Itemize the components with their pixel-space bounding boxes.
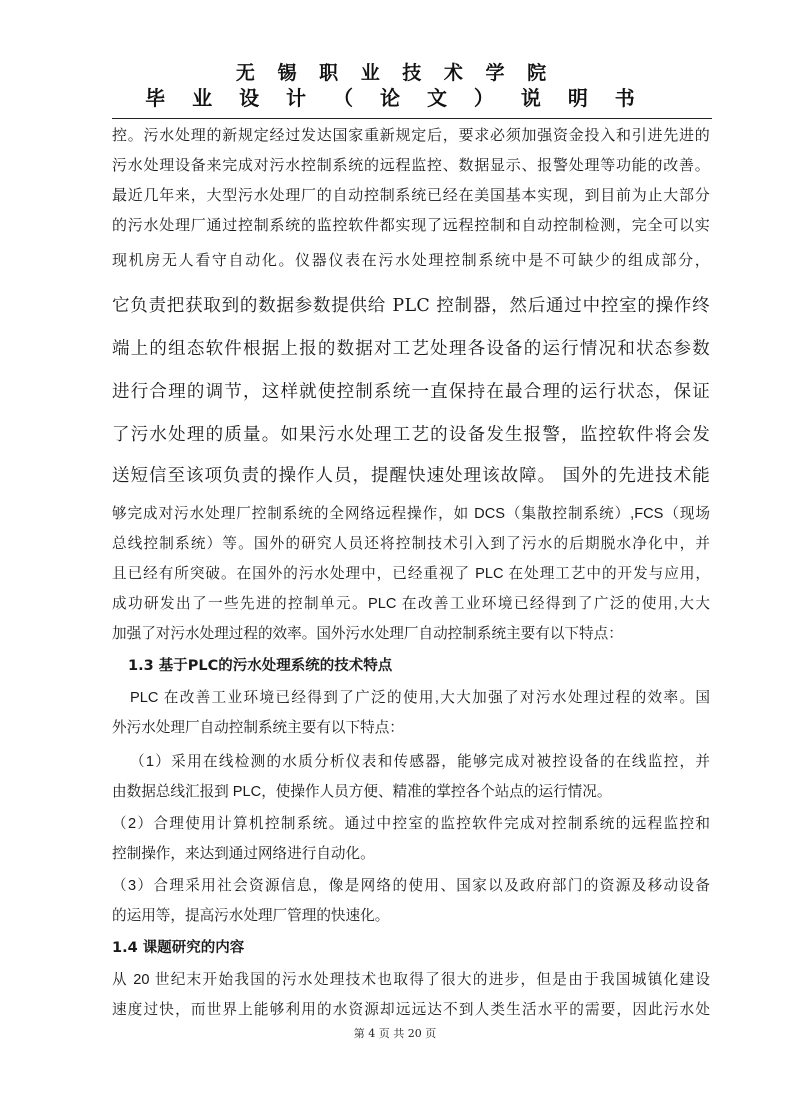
list-item-3: （3）合理采用社会资源信息，像是网络的使用、国家以及政府部门的资源及移动设备 (112, 878, 710, 894)
body-line: 成功研发出了一些先进的控制单元。PLC 在改善工业环境已经得到了广泛的使用,大大 (112, 596, 710, 612)
body-line: 外污水处理厂自动控制系统主要有以下特点： (112, 720, 404, 736)
body-line: PLC 在改善工业环境已经得到了广泛的使用,大大加强了对污水处理过程的效率。国 (130, 690, 710, 706)
section-heading-1-4: 1.4 课题研究的内容 (112, 940, 245, 956)
body-line: 现机房无人看守自动化。仪器仪表在污水处理控制系统中是不可缺少的组成部分， (112, 251, 710, 269)
body-line: 最近几年来，大型污水处理厂的自动控制系统已经在美国基本实现，到目前为止大部分 (112, 186, 710, 204)
body-line: 的污水处理厂通过控制系统的监控软件都实现了远程控制和自动控制检测，完全可以实 (112, 216, 710, 234)
body-line: 了污水处理的质量。如果污水处理工艺的设备发生报警，监控软件将会发 (112, 425, 710, 445)
document-title: 毕 业 设 计 （ 论 文 ） 说 明 书 (145, 86, 645, 110)
body-line: 从 20 世纪末开始我国的污水处理技术也取得了很大的进步，但是由于我国城镇化建设 (112, 972, 710, 988)
body-line: 控。污水处理的新规定经过发达国家重新规定后，要求必须加强资金投入和引进先进的 (112, 126, 710, 144)
body-line: 加强了对污水处理过程的效率。国外污水处理厂自动控制系统主要有以下特点： (112, 626, 623, 642)
body-line: 速度过快，而世界上能够利用的水资源却远远达不到人类生活水平的需要，因此污水处 (112, 1002, 710, 1018)
page-number: 第 4 页 共 20 页 (353, 1027, 437, 1040)
section-heading-1-3: 1.3 基于PLC的污水处理系统的技术特点 (128, 658, 393, 674)
header-rule (112, 118, 712, 119)
body-line: 总线控制系统）等。国外的研究人员还将控制技术引入到了污水的后期脱水净化中，并 (112, 536, 710, 552)
body-line: 进行合理的调节，这样就使控制系统一直保持在最合理的运行状态，保证 (112, 382, 710, 402)
body-line: 且已经有所突破。在国外的污水处理中，已经重视了 PLC 在处理工艺中的开发与应用， (112, 566, 710, 582)
list-item-1-cont: 由数据总线汇报到 PLC，使操作人员方便、精准的掌控各个站点的运行情况。 (112, 784, 612, 800)
list-item-2: （2）合理使用计算机控制系统。通过中控室的监控软件完成对控制系统的远程监控和 (112, 816, 710, 832)
body-line: 端上的组态软件根据上报的数据对工艺处理各设备的运行情况和状态参数 (112, 339, 710, 359)
body-line: 送短信至该项负责的操作人员，提醒快速处理该故障。 国外的先进技术能 (112, 466, 710, 486)
body-line: 它负责把获取到的数据参数提供给 PLC 控制器，然后通过中控室的操作终 (112, 296, 710, 316)
list-item-3-cont: 的运用等，提高污水处理厂管理的快速化。 (112, 908, 390, 924)
list-item-2-cont: 控制操作，来达到通过网络进行自动化。 (112, 846, 375, 862)
body-line: 污水处理设备来完成对污水控制系统的远程监控、数据显示、报警处理等功能的改善。 (112, 156, 710, 174)
body-line: 够完成对污水处理厂控制系统的全网络远程操作，如 DCS（集散控制系统）,FCS（现场 (112, 506, 710, 522)
school-name: 无 锡 职 业 技 术 学 院 (235, 62, 555, 84)
list-item-1: （1）采用在线检测的水质分析仪表和传感器，能够完成对被控设备的在线监控，并 (130, 754, 710, 770)
